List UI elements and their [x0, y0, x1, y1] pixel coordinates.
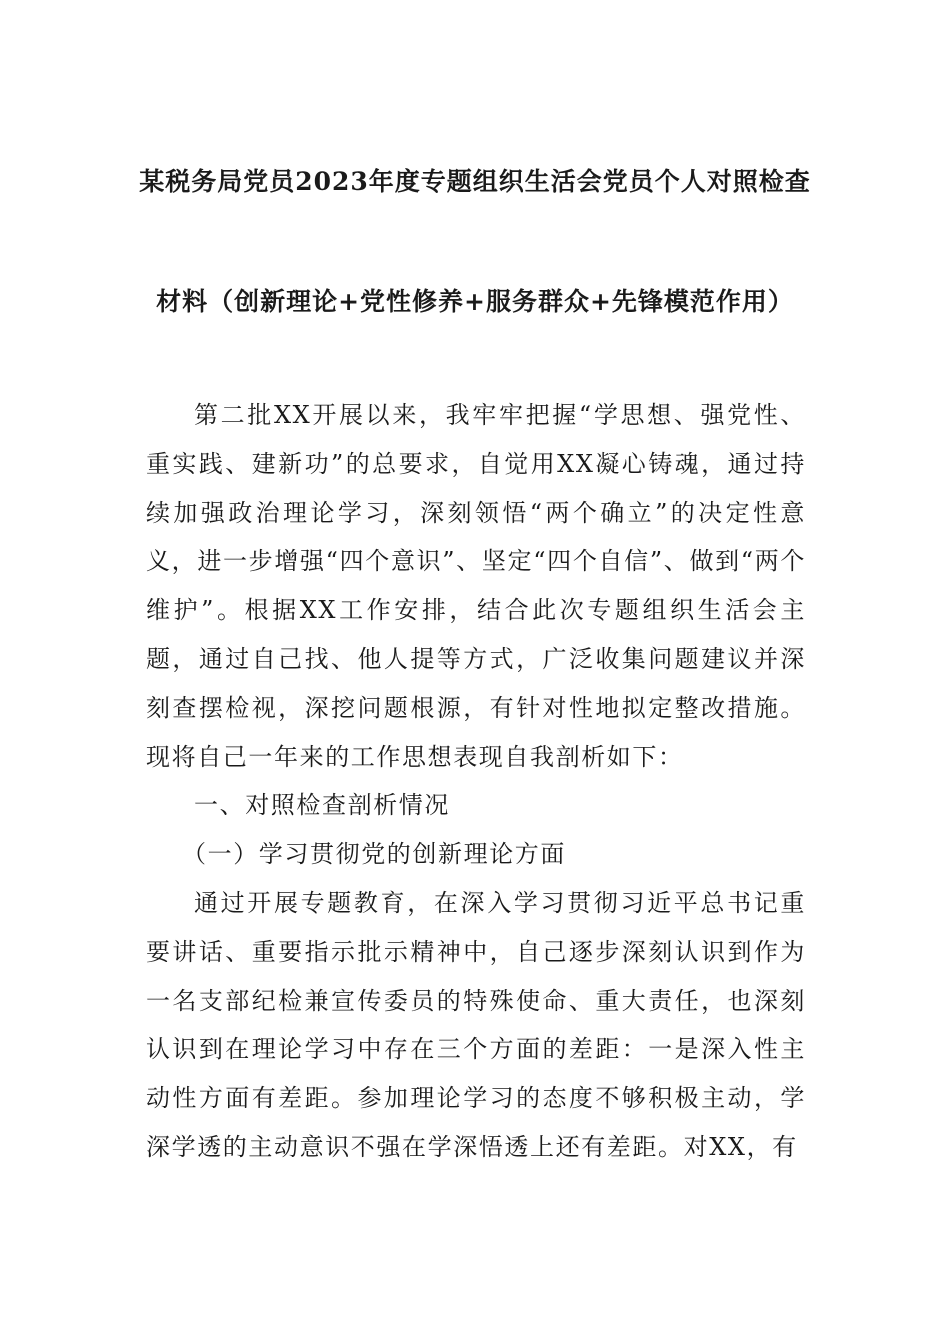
- body-paragraph: 通过开展专题教育，在深入学习贯彻习近平总书记重要讲话、重要指示批示精神中，自己逐步深刻认识到作为一名支部纪检兼宣传委员的特殊使命、重大责任，也深刻认识到在理论学习中存在三个方面的差距：一是深入性主动性方面有差距。参加理论学习的态度不够积极主动，学深学透的主动意识不强在学深悟透上还有差距。对XX，有: [146, 889, 806, 1161]
- document-title-line-2: 材料（创新理论+党性修养+服务群众+先锋模范作用）: [156, 287, 794, 316]
- section-heading: 一、对照检查剖析情况: [194, 791, 450, 819]
- intro-paragraph: 第二批XX开展以来，我牢牢把握“学思想、强党性、重实践、建新功”的总要求，自觉用XX凝心铸魂，通过持续加强政治理论学习，深刻领悟“两个确立”的决定性意义，进一步增强“四个意识”、坚定“四个自信”、做到“两个维护”。根据XX工作安排，结合此次专题组织生活会主题，通过自己找、他人提等方式，广泛收集问题建议并深刻查摆检视，深挖问题根源，有针对性地拟定整改措施。现将自己一年来的工作思想表现自我剖析如下：: [146, 401, 806, 771]
- document-title-line-1: 某税务局党员2023年度专题组织生活会党员个人对照检查: [139, 167, 811, 196]
- subsection-heading: （一）学习贯彻党的创新理论方面: [182, 840, 566, 868]
